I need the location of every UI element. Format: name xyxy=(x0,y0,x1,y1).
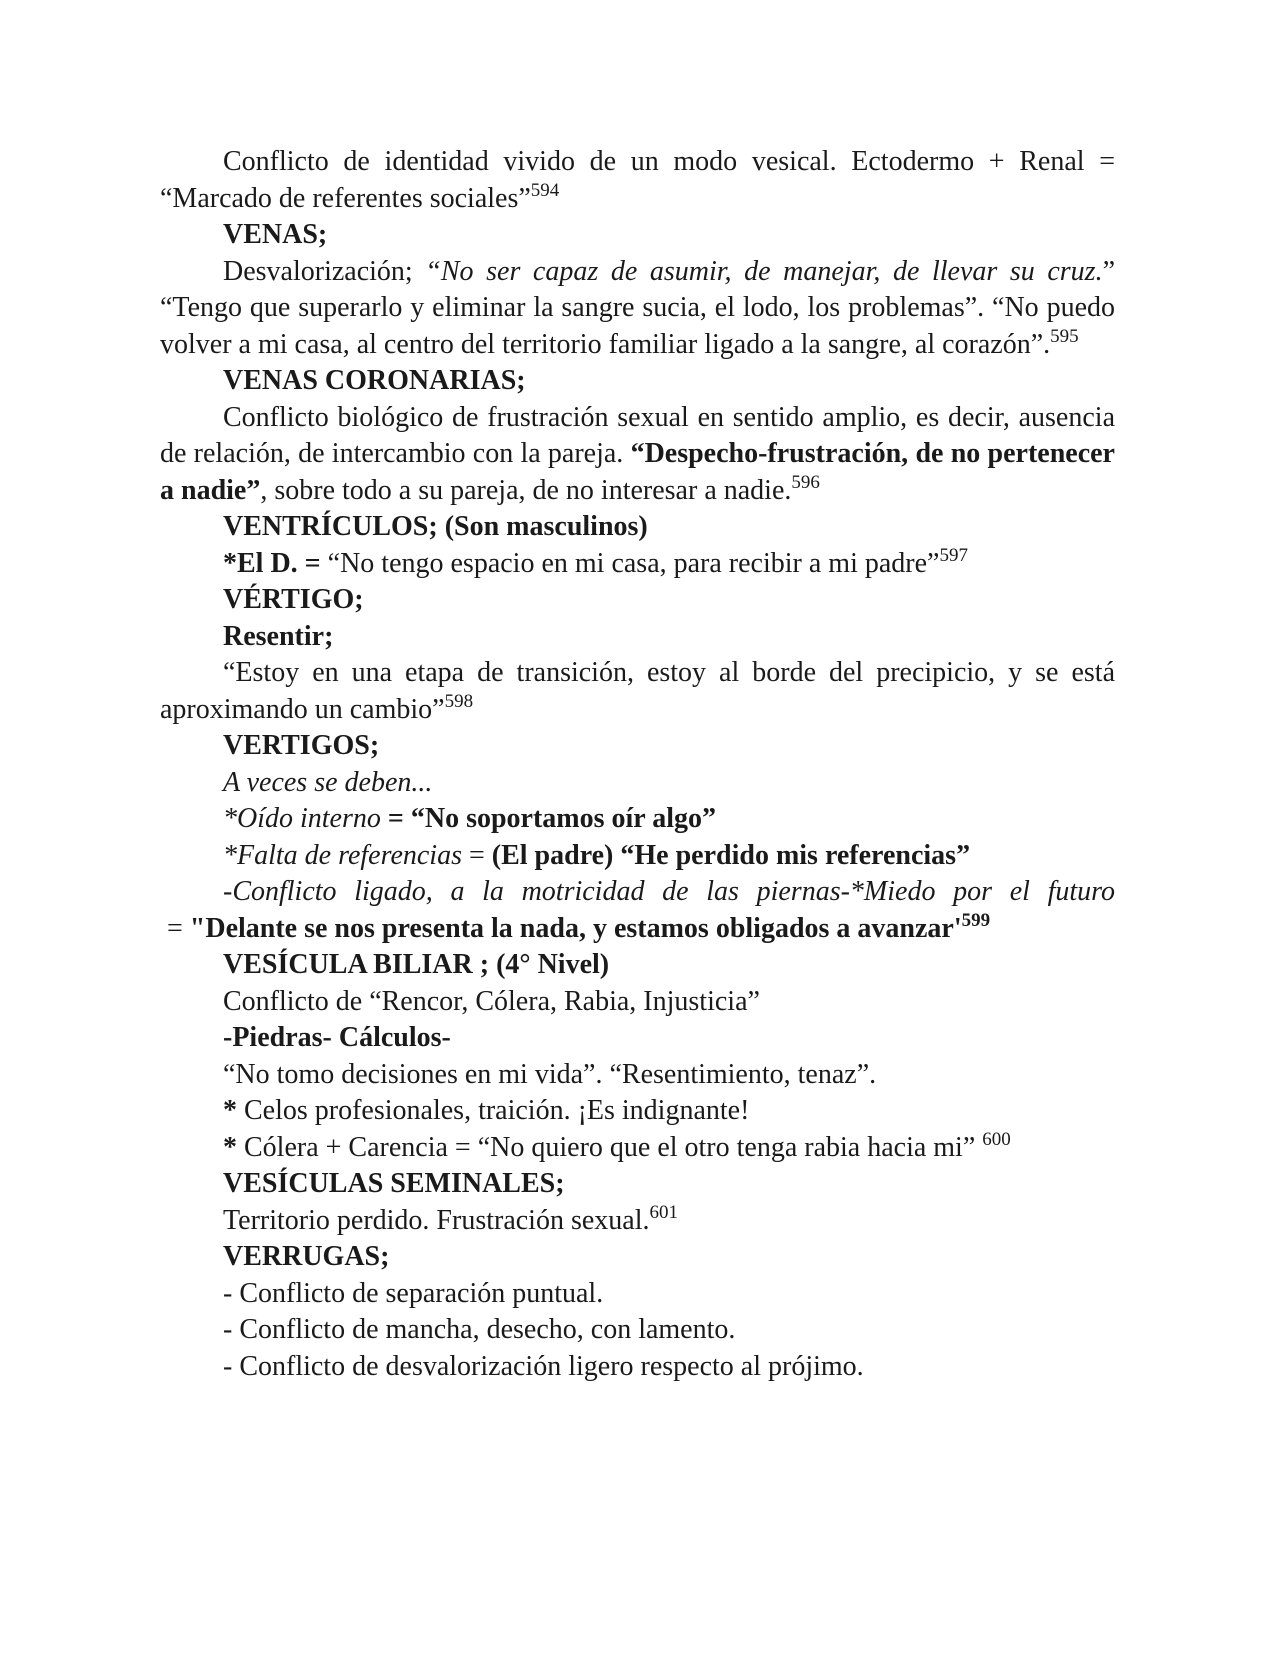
footnote-ref: 596 xyxy=(791,471,820,493)
line-vesicula-3: “No tomo decisiones en mi vida”. “Resentimiento, tenaz”. xyxy=(223,1058,877,1090)
footnote-ref: 598 xyxy=(444,690,474,712)
heading-venas-coronarias: VENAS CORONARIAS; xyxy=(223,365,526,396)
paragraph-venas-coronarias: Conflicto biológico de frustración sexual en sentido amplio, es decir, ausencia de relación, de intercambio con la pareja. “Despecho-frustración, de no pertenecer a nadie”, sobre todo a su pareja, de no interesar a nadie.$^{596}$ xyxy=(160,401,1115,506)
footnote-ref: 600 xyxy=(982,1128,1011,1150)
heading-vesiculas-seminales: VESÍCULAS SEMINALES; xyxy=(223,1168,565,1199)
line-vesicula-1: Conflicto de “Rencor, Cólera, Rabia, Injusticia” xyxy=(223,985,760,1017)
line-vesiculas-seminales: Territorio perdido. Frustración sexual.$^{601}$ xyxy=(223,1201,678,1236)
subheading-resentir: Resentir; xyxy=(223,620,334,652)
heading-venas: VENAS; xyxy=(223,219,328,250)
line-vertigos-intro: A veces se deben... xyxy=(223,766,433,798)
list-item: - Conflicto de separación puntual. xyxy=(223,1277,604,1309)
paragraph-venas: Desvalorización; “No ser capaz de asumir, de manejar, de llevar su cruz.” “Tengo que superarlo y eliminar la sangre sucia, el lodo, los problemas”. “No puedo volver a mi casa, al centro del territorio familiar ligado a la sangre, al corazón”.$^{595}$ xyxy=(160,255,1116,360)
heading-ventriculos: VENTRÍCULOS; (Son masculinos) xyxy=(223,511,648,542)
footnote-ref: 597 xyxy=(939,544,968,566)
line-vesicula-piedras: -Piedras- Cálculos- xyxy=(223,1022,451,1053)
list-item: - Conflicto de mancha, desecho, con lamento. xyxy=(223,1314,736,1345)
footnote-ref: 601 xyxy=(649,1201,678,1223)
footnote-ref: 599 xyxy=(961,909,991,931)
heading-verrugas: VERRUGAS; xyxy=(223,1241,390,1272)
line-ventriculos-d: *El D. = “No tengo espacio en mi casa, para recibir a mi padre”$^{597}$ xyxy=(223,544,968,579)
heading-vesicula-biliar: VESÍCULA BILIAR ; (4° Nivel) xyxy=(223,949,610,980)
footnote-ref: 594 xyxy=(530,179,560,201)
line-vesicula-4: * Celos profesionales, traición. ¡Es indignante! xyxy=(223,1095,750,1126)
paragraph-vertigo: “Estoy en una etapa de transición, estoy al borde del precipicio, y se está aproximando un cambio”$^{598}$ xyxy=(160,657,1115,725)
line-oido-interno: *Oído interno = “No soportamos oír algo” xyxy=(223,803,716,834)
footnote-ref: 595 xyxy=(1050,325,1079,347)
heading-vertigos: VERTIGOS; xyxy=(223,730,380,761)
heading-vertigo: VÉRTIGO; xyxy=(223,584,364,615)
line-vesicula-5: * Cólera + Carencia = “No quiero que el otro tenga rabia hacia mi” $^{600}$ xyxy=(223,1128,1011,1163)
paragraph-identity-conflict: Conflicto de identidad vivido de un modo vesical. Ectodermo + Renal = “Marcado de referentes sociales”$^{594}$ xyxy=(160,146,1115,214)
list-item: - Conflicto de desvalorización ligero respecto al prójimo. xyxy=(223,1350,864,1382)
line-falta-referencias: *Falta de referencias = (El padre) “He perdido mis referencias” xyxy=(223,839,971,871)
paragraph-motricidad: -Conflicto ligado, a la motricidad de las piernas-*Miedo por el futuro = "Delante se nos presenta la nada, y estamos obligados a $avanzar'^{599}$ xyxy=(160,876,1115,944)
document-page xyxy=(160,144,1115,1385)
